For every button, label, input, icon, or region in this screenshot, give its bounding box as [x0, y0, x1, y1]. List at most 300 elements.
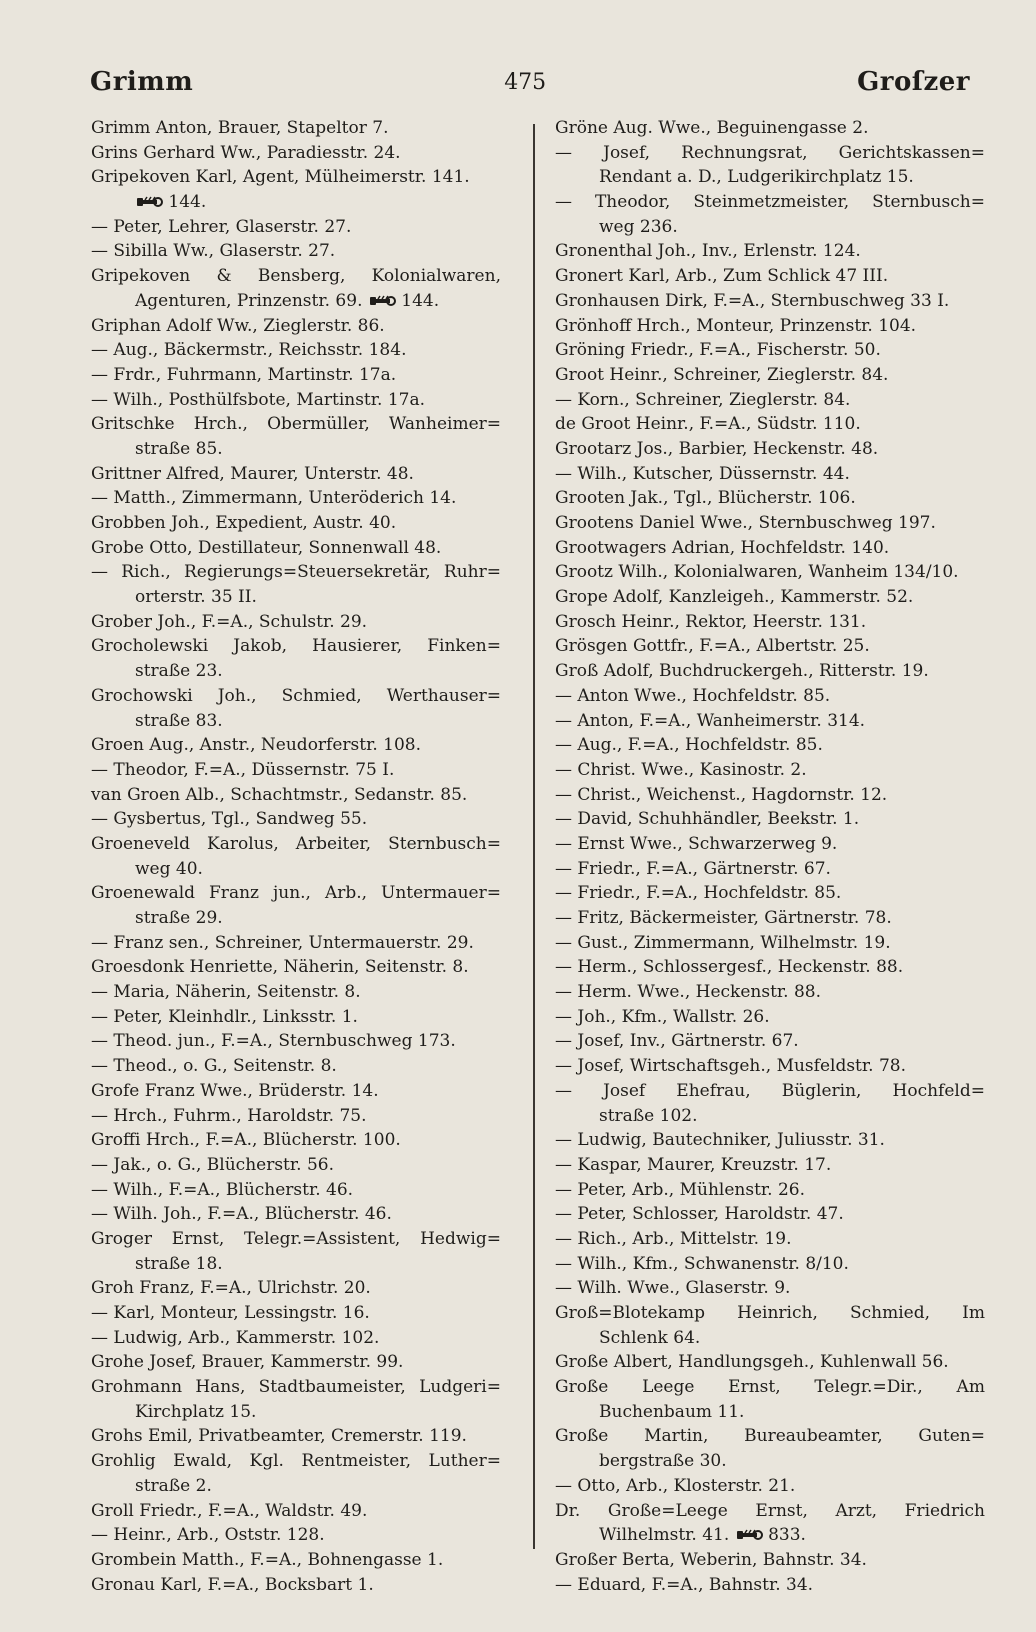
directory-entry	[555, 511, 985, 536]
telephone-icon	[735, 1527, 763, 1542]
entry-text: straße 2.	[135, 1475, 212, 1496]
entry-text: Grohe Josef, Brauer, Kammerstr. 99.	[91, 1352, 404, 1373]
entry-text: Groot Heinr., Schreiner, Zieglerstr. 84.	[555, 364, 889, 385]
directory-entry	[555, 931, 985, 956]
entry-word: Joh.,	[217, 685, 257, 706]
entry-text: — Theod. jun., F.=A., Sternbuschweg 173.	[91, 1031, 456, 1052]
directory-entry	[91, 1202, 501, 1227]
entry-word: Steinmetzmeister,	[693, 192, 850, 213]
entry-text: — Wilh. Wwe., Glaserstr. 9.	[555, 1278, 791, 1299]
directory-entry	[91, 215, 501, 240]
entry-text: — Hrch., Fuhrm., Haroldstr. 75.	[91, 1105, 367, 1126]
entry-text: van Groen Alb., Schachtmstr., Sedanstr. 85.	[91, 784, 468, 805]
entry-text: Grösgen Gottfr., F.=A., Albertstr. 25.	[555, 636, 870, 657]
entry-word: Schmied,	[849, 1303, 931, 1323]
entry-word: Am	[956, 1377, 985, 1398]
directory-entry	[555, 1202, 985, 1227]
entry-word: —	[555, 142, 572, 163]
entry-text: — Friedr., F.=A., Hochfeldstr. 85.	[555, 883, 842, 904]
directory-entry	[555, 881, 985, 906]
entry-text: Grootz Wilh., Kolonialwaren, Wanheim 134/10.	[555, 562, 959, 583]
directory-entry	[555, 955, 985, 980]
entry-text: — Maria, Näherin, Seitenstr. 8.	[91, 982, 361, 1003]
entry-text: — Heinr., Arb., Oststr. 128.	[91, 1525, 325, 1546]
directory-entry	[91, 881, 501, 906]
directory-entry	[91, 1178, 501, 1203]
directory-entry	[555, 1029, 985, 1054]
entry-word: Sternbusch=	[872, 192, 985, 213]
directory-entry	[91, 190, 501, 215]
entry-text: Große Albert, Handlungsgeh., Kuhlenwall 56.	[555, 1352, 949, 1373]
left-column	[91, 116, 501, 1597]
entry-text: Gronau Karl, F.=A., Bocksbart 1.	[91, 1574, 374, 1595]
directory-entry	[91, 165, 501, 190]
entry-word: Franz	[209, 883, 259, 904]
entry-word: Hans,	[195, 1377, 246, 1398]
directory-entry	[555, 338, 985, 363]
entry-word: Gerichtskassen=	[838, 142, 985, 163]
entry-word: Obermüller,	[267, 414, 370, 435]
directory-entry	[91, 1573, 501, 1598]
entry-text: Grittner Alfred, Maurer, Unterstr. 48.	[91, 463, 414, 484]
entry-word: Josef	[603, 1080, 646, 1101]
entry-text: — Sibilla Ww., Glaserstr. 27.	[91, 241, 336, 262]
entry-text: — Anton, F.=A., Wanheimerstr. 314.	[555, 710, 866, 731]
telephone-number: 833.	[762, 1525, 806, 1546]
directory-entry	[91, 1153, 501, 1178]
telephone-icon	[368, 293, 396, 308]
entry-text: Groß Adolf, Buchdruckergeh., Ritterstr. 19.	[555, 661, 929, 682]
entry-text: Grohs Emil, Privatbeamter, Cremerstr. 119.	[91, 1426, 467, 1447]
entry-text: — Wilh., Kfm., Schwanenstr. 8/10.	[555, 1253, 849, 1274]
directory-entry	[555, 807, 985, 832]
directory-entry	[91, 832, 501, 857]
entry-word: Ehefrau,	[676, 1080, 751, 1101]
entry-word: Grohlig	[91, 1451, 156, 1472]
entry-word: Regierungs=Steuersekretär,	[183, 562, 431, 583]
entry-text: — Wilh. Joh., F.=A., Blücherstr. 46.	[91, 1204, 392, 1225]
entry-text: Grootarz Jos., Barbier, Heckenstr. 48.	[555, 438, 879, 459]
entry-text: Gröne Aug. Wwe., Beguinengasse 2.	[555, 118, 869, 138]
directory-entry	[91, 412, 501, 437]
directory-entry	[91, 733, 501, 758]
entry-text: — Frdr., Fuhrmann, Martinstr. 17a.	[91, 364, 397, 385]
directory-entry	[91, 906, 501, 931]
entry-text: weg 40.	[135, 858, 203, 879]
directory-entry	[91, 1029, 501, 1054]
entry-text: — Wilh., F.=A., Blücherstr. 46.	[91, 1179, 354, 1200]
entry-text: Gripekoven Karl, Agent, Mülheimerstr. 141.	[91, 167, 470, 188]
directory-entry	[555, 906, 985, 931]
entry-text: de Groot Heinr., F.=A., Südstr. 110.	[555, 414, 861, 435]
directory-entry	[555, 1301, 985, 1326]
entry-text: — Josef, Wirtschaftsgeh., Musfeldstr. 78.	[555, 1056, 906, 1077]
entry-word: —	[91, 562, 108, 583]
entry-text: straße 29.	[135, 908, 223, 928]
directory-entry	[555, 141, 985, 166]
directory-entry	[555, 289, 985, 314]
directory-entry	[555, 1227, 985, 1252]
directory-entry	[91, 1548, 501, 1573]
entry-text: Grombein Matth., F.=A., Bohnengasse 1.	[91, 1549, 444, 1570]
entry-word: Hausierer,	[312, 636, 403, 657]
directory-entry	[91, 980, 501, 1005]
entry-text: — Josef, Inv., Gärtnerstr. 67.	[555, 1031, 799, 1052]
entry-text: Groh Franz, F.=A., Ulrichstr. 20.	[91, 1278, 371, 1299]
directory-entry	[91, 486, 501, 511]
entry-text: Wilhelmstr. 41.	[599, 1525, 730, 1546]
entry-text: Grins Gerhard Ww., Paradiesstr. 24.	[91, 142, 401, 163]
entry-text: bergstraße 30.	[599, 1451, 727, 1472]
entry-text: Griphan Adolf Ww., Zieglerstr. 86.	[91, 315, 385, 336]
directory-entry	[91, 659, 501, 684]
entry-word: Groeneveld	[91, 833, 190, 854]
entry-word: —	[555, 1080, 572, 1101]
directory-entry	[91, 536, 501, 561]
entry-word: Friedrich	[904, 1500, 985, 1521]
entry-text: orterstr. 35 II.	[135, 587, 257, 608]
entry-text: — Aug., F.=A., Hochfeldstr. 85.	[555, 735, 823, 756]
directory-entry	[91, 1449, 501, 1474]
directory-entry	[555, 634, 985, 659]
directory-entry	[91, 560, 501, 585]
entry-text: Grimm Anton, Brauer, Stapeltor 7.	[91, 118, 389, 138]
entry-text: Kirchplatz 15.	[135, 1401, 257, 1422]
directory-entry	[91, 783, 501, 808]
entry-text: — Christ., Weichenst., Hagdornstr. 12.	[555, 784, 888, 805]
entry-text: — Otto, Arb., Klosterstr. 21.	[555, 1475, 796, 1496]
directory-entry	[555, 116, 985, 141]
directory-entry	[555, 659, 985, 684]
directory-entry	[91, 807, 501, 832]
directory-entry	[555, 1128, 985, 1153]
directory-entry	[555, 1054, 985, 1079]
entry-word: Wanheimer=	[388, 414, 501, 435]
entry-text: — Gysbertus, Tgl., Sandweg 55.	[91, 809, 368, 830]
entry-word: Ludgeri=	[419, 1377, 501, 1398]
directory-entry	[555, 1400, 985, 1425]
entry-word: Arb.,	[324, 883, 368, 904]
directory-entry	[91, 1104, 501, 1129]
directory-entry	[555, 1375, 985, 1400]
entry-word: Ernst,	[755, 1500, 808, 1521]
entry-text: Grooten Jak., Tgl., Blücherstr. 106.	[555, 488, 856, 509]
entry-text: Groen Aug., Anstr., Neudorferstr. 108.	[91, 735, 422, 756]
directory-entry	[91, 1523, 501, 1548]
entry-word: Hedwig=	[420, 1228, 501, 1249]
directory-entry	[91, 1326, 501, 1351]
entry-word: Arbeiter,	[295, 833, 372, 854]
entry-text: — Theodor, F.=A., Düssernstr. 75 I.	[91, 759, 395, 780]
directory-entry	[555, 1252, 985, 1277]
entry-text: Grosch Heinr., Rektor, Heerstr. 131.	[555, 611, 867, 632]
entry-text: — Peter, Schlosser, Haroldstr. 47.	[555, 1204, 844, 1225]
entry-text: — Herm., Schlossergesf., Heckenstr. 88.	[555, 957, 904, 978]
entry-text: — Theod., o. G., Seitenstr. 8.	[91, 1056, 337, 1077]
entry-text: — Gust., Zimmermann, Wilhelmstr. 19.	[555, 932, 891, 953]
directory-entry	[91, 709, 501, 734]
directory-entry	[91, 1005, 501, 1030]
entry-word: Bureaubeamter,	[744, 1426, 883, 1447]
directory-entry	[555, 610, 985, 635]
directory-entry	[91, 610, 501, 635]
directory-entry	[91, 141, 501, 166]
entry-text: — Herm. Wwe., Heckenstr. 88.	[555, 982, 822, 1003]
directory-entry	[91, 289, 501, 314]
entry-text: Grobe Otto, Destillateur, Sonnenwall 48.	[91, 537, 442, 558]
entry-word: Finken=	[427, 636, 501, 657]
directory-entry	[91, 1301, 501, 1326]
entry-text: Großer Berta, Weberin, Bahnstr. 34.	[555, 1549, 867, 1570]
directory-entry	[91, 462, 501, 487]
entry-text: Grootens Daniel Wwe., Sternbuschweg 197.	[555, 513, 936, 533]
directory-entry	[555, 215, 985, 240]
entry-text: Grönhoff Hrch., Monteur, Prinzenstr. 104.	[555, 315, 917, 336]
directory-entry	[91, 1227, 501, 1252]
directory-entry	[555, 1474, 985, 1499]
entry-text: straße 83.	[135, 710, 223, 731]
directory-entry	[91, 511, 501, 536]
directory-entry	[91, 634, 501, 659]
directory-entry	[91, 1474, 501, 1499]
entry-text: — Christ. Wwe., Kasinostr. 2.	[555, 759, 807, 780]
entry-text: Buchenbaum 11.	[599, 1401, 745, 1422]
header-right-keyword: Groſzer	[857, 67, 970, 97]
entry-text: Schlenk 64.	[599, 1327, 701, 1348]
entry-text: — Friedr., F.=A., Gärtnerstr. 67.	[555, 858, 831, 879]
entry-word: —	[555, 192, 572, 213]
entry-word: Leege	[642, 1377, 695, 1398]
entry-text: Groll Friedr., F.=A., Waldstr. 49.	[91, 1500, 368, 1521]
directory-entry	[91, 1375, 501, 1400]
entry-text: — Eduard, F.=A., Bahnstr. 34.	[555, 1574, 814, 1595]
directory-entry	[91, 1424, 501, 1449]
directory-entry	[91, 437, 501, 462]
entry-text: Groffi Hrch., F.=A., Blücherstr. 100.	[91, 1130, 401, 1151]
directory-entry	[555, 486, 985, 511]
entry-word: Sternbusch=	[388, 833, 501, 854]
entry-text: — Franz sen., Schreiner, Untermauerstr. 29.	[91, 932, 474, 953]
entry-word: Telegr.=Assistent,	[244, 1228, 401, 1249]
entry-word: Rechnungsrat,	[681, 142, 808, 163]
directory-entry	[91, 388, 501, 413]
directory-entry	[91, 1499, 501, 1524]
directory-entry	[555, 1276, 985, 1301]
directory-entry	[91, 857, 501, 882]
directory-entry	[555, 388, 985, 413]
directory-entry	[555, 783, 985, 808]
directory-entry	[91, 1252, 501, 1277]
directory-entry	[555, 437, 985, 462]
entry-word: Groenewald	[91, 883, 196, 904]
entry-word: Große	[555, 1377, 609, 1398]
entry-word: Ruhr=	[443, 562, 501, 583]
directory-entry	[91, 1128, 501, 1153]
entry-word: Schmied,	[281, 685, 362, 706]
entry-word: Josef,	[603, 142, 651, 163]
entry-word: Rich.,	[121, 562, 171, 583]
entry-word: Martin,	[644, 1426, 709, 1447]
directory-entry	[555, 314, 985, 339]
entry-word: Jakob,	[233, 636, 288, 657]
directory-entry	[91, 1350, 501, 1375]
directory-entry	[555, 1104, 985, 1129]
directory-entry	[555, 1523, 985, 1548]
entry-text: — Peter, Kleinhdlr., Linksstr. 1.	[91, 1006, 358, 1027]
entry-word: Ernst,	[171, 1228, 225, 1249]
directory-entry	[555, 1005, 985, 1030]
directory-entry	[91, 585, 501, 610]
entry-text: straße 23.	[135, 661, 223, 682]
entry-word: Telegr.=Dir.,	[814, 1377, 923, 1398]
page-header	[90, 62, 970, 102]
entry-text: straße 18.	[135, 1253, 223, 1274]
entry-word: Dr.	[555, 1500, 581, 1521]
directory-entry	[555, 536, 985, 561]
entry-word: Bensberg,	[257, 266, 346, 287]
right-column	[555, 116, 985, 1597]
entry-text: — Wilh., Posthülfsbote, Martinstr. 17a.	[91, 389, 425, 410]
entry-text: — Peter, Lehrer, Glaserstr. 27.	[91, 216, 352, 237]
entry-text: Grofe Franz Wwe., Brüderstr. 14.	[91, 1080, 379, 1101]
entry-text: Agenturen, Prinzenstr. 69.	[135, 290, 363, 311]
directory-entry	[555, 1573, 985, 1598]
directory-entry	[555, 733, 985, 758]
entry-word: Karolus,	[207, 833, 279, 854]
entry-word: Ernst,	[728, 1377, 781, 1398]
column-divider	[533, 124, 535, 1549]
directory-entry	[91, 1400, 501, 1425]
directory-entry	[555, 857, 985, 882]
directory-entry	[555, 684, 985, 709]
entry-word: Gritschke	[91, 414, 175, 435]
directory-entry	[91, 239, 501, 264]
directory-entry	[91, 931, 501, 956]
page-number: 475	[504, 69, 547, 95]
entry-word: Kgl.	[249, 1451, 284, 1472]
directory-entry	[91, 1079, 501, 1104]
entry-word: Ewald,	[173, 1451, 232, 1472]
entry-word: Grohmann	[91, 1377, 183, 1398]
entry-text: Gronhausen Dirk, F.=A., Sternbuschweg 33 I.	[555, 290, 950, 311]
entry-text: — Korn., Schreiner, Zieglerstr. 84.	[555, 389, 851, 410]
entry-text: — Karl, Monteur, Lessingstr. 16.	[91, 1303, 370, 1323]
directory-entry	[555, 1326, 985, 1351]
entry-text: — David, Schuhhändler, Beekstr. 1.	[555, 809, 860, 830]
entry-word: Luther=	[428, 1451, 501, 1472]
directory-entry	[91, 1276, 501, 1301]
telephone-icon	[135, 194, 163, 209]
directory-entry	[91, 955, 501, 980]
directory-entry	[91, 338, 501, 363]
entry-text: 144.	[168, 192, 207, 213]
entry-word: Grochowski	[91, 685, 193, 706]
entry-text: Grober Joh., F.=A., Schulstr. 29.	[91, 611, 368, 632]
entry-text: — Aug., Bäckermstr., Reichsstr. 184.	[91, 340, 407, 361]
entry-text: Groesdonk Henriette, Näherin, Seitenstr. 8.	[91, 957, 469, 978]
entry-text: — Kaspar, Maurer, Kreuzstr. 17.	[555, 1154, 832, 1175]
entry-word: Groger	[91, 1228, 153, 1249]
entry-word: Stadtbaumeister,	[258, 1377, 406, 1398]
entry-text: — Wilh., Kutscher, Düssernstr. 44.	[555, 463, 850, 484]
directory-entry	[555, 264, 985, 289]
entry-text: Grobben Joh., Expedient, Austr. 40.	[91, 513, 397, 533]
entry-text: Grootwagers Adrian, Hochfeldstr. 140.	[555, 537, 890, 558]
directory-entry	[555, 363, 985, 388]
entry-word: Theodor,	[594, 192, 671, 213]
directory-entry	[555, 165, 985, 190]
directory-entry	[555, 462, 985, 487]
entry-word: Werthauser=	[386, 685, 501, 706]
directory-entry	[91, 264, 501, 289]
entry-text: — Ludwig, Bautechniker, Juliusstr. 31.	[555, 1130, 885, 1151]
entry-word: Hrch.,	[193, 414, 248, 435]
entry-word: &	[216, 266, 232, 287]
entry-text: Gronenthal Joh., Inv., Erlenstr. 124.	[555, 241, 861, 262]
directory-entry	[91, 1054, 501, 1079]
entry-text: — Fritz, Bäckermeister, Gärtnerstr. 78.	[555, 908, 892, 928]
directory-entry	[91, 684, 501, 709]
entry-text: — Peter, Arb., Mühlenstr. 26.	[555, 1179, 806, 1200]
entry-word: Hochfeld=	[892, 1080, 985, 1101]
entry-text: — Rich., Arb., Mittelstr. 19.	[555, 1228, 792, 1249]
directory-entry	[555, 239, 985, 264]
directory-entry	[555, 1548, 985, 1573]
entry-text: Gröning Friedr., F.=A., Fischerstr. 50.	[555, 340, 881, 361]
directory-entry	[555, 585, 985, 610]
directory-entry	[555, 1153, 985, 1178]
entry-text: — Anton Wwe., Hochfeldstr. 85.	[555, 685, 831, 706]
directory-entry	[555, 412, 985, 437]
entry-word: Große=Leege	[607, 1500, 728, 1521]
directory-entry	[555, 832, 985, 857]
entry-text: — Matth., Zimmermann, Unteröderich 14.	[91, 488, 457, 509]
directory-entry	[555, 1449, 985, 1474]
telephone-number: 144.	[395, 290, 440, 311]
entry-word: Büglerin,	[781, 1080, 862, 1101]
directory-entry	[91, 314, 501, 339]
directory-entry	[555, 190, 985, 215]
entry-word: Grocholewski	[91, 636, 209, 657]
entry-word: Kolonialwaren,	[371, 266, 501, 287]
directory-entry	[555, 1424, 985, 1449]
directory-entry	[91, 116, 501, 141]
entry-word: Heinrich,	[737, 1303, 818, 1323]
entry-word: Guten=	[918, 1426, 985, 1447]
directory-entry	[555, 1178, 985, 1203]
entry-word: Groß=Blotekamp	[555, 1303, 706, 1323]
directory-entry	[555, 1079, 985, 1104]
directory-entry	[91, 363, 501, 388]
entry-word: Im	[962, 1303, 985, 1323]
directory-entry	[555, 560, 985, 585]
directory-entry	[555, 980, 985, 1005]
entry-text: straße 102.	[599, 1105, 698, 1126]
entry-word: jun.,	[272, 883, 311, 904]
entry-text: Gronert Karl, Arb., Zum Schlick 47 III.	[555, 266, 889, 287]
entry-text: — Ludwig, Arb., Kammerstr. 102.	[91, 1327, 380, 1348]
directory-entry	[555, 1350, 985, 1375]
directory-entry	[555, 709, 985, 734]
entry-word: Große	[555, 1426, 609, 1447]
entry-text: weg 236.	[599, 216, 678, 237]
entry-word: Rentmeister,	[301, 1451, 412, 1472]
entry-word: Gripekoven	[91, 266, 191, 287]
directory-entry	[555, 1499, 985, 1524]
entry-text: Grope Adolf, Kanzleigeh., Kammerstr. 52.	[555, 587, 914, 608]
header-left-keyword: Grimm	[90, 67, 194, 97]
entry-text: straße 85.	[135, 438, 223, 459]
